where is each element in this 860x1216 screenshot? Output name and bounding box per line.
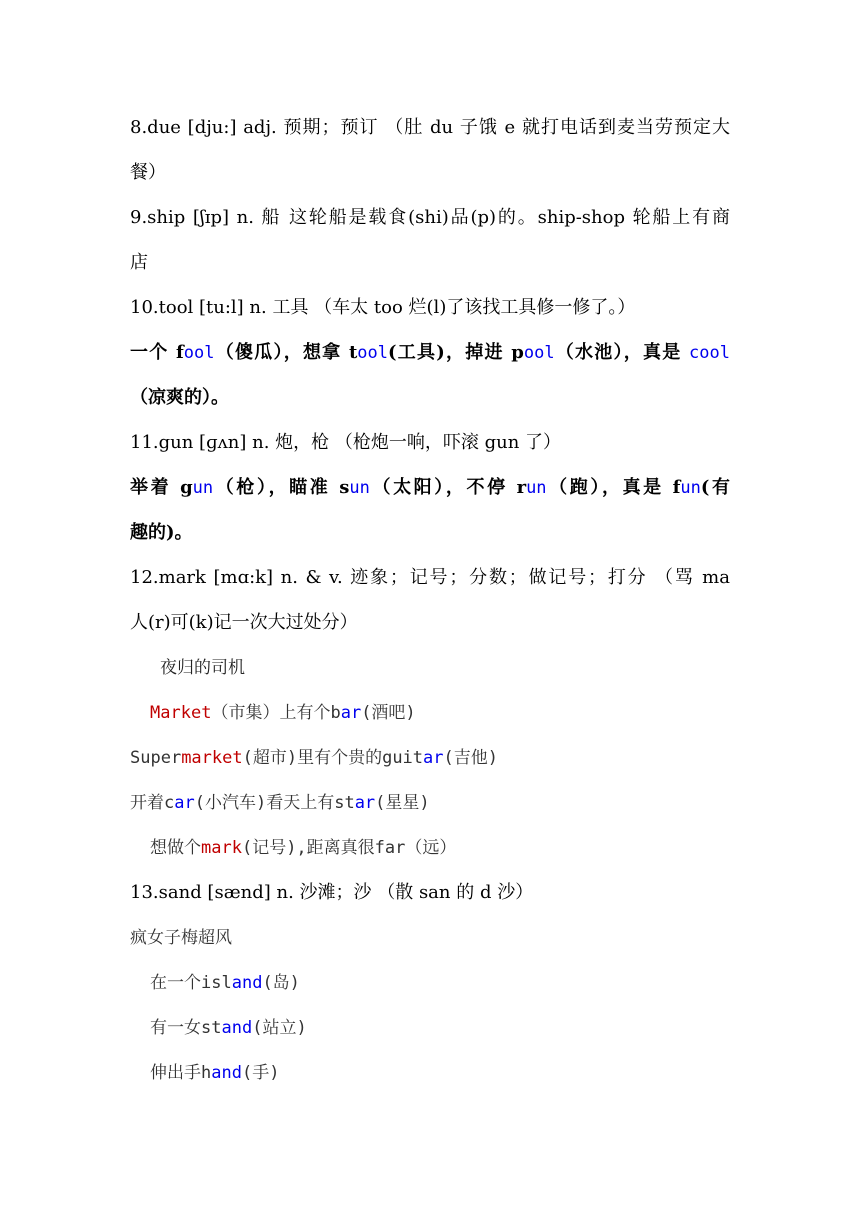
entry-ship-line1: 9.ship [ʃɪp] n. 船 这轮船是载食(shi)品(p)的。ship-shop 轮船上有商 xyxy=(130,207,730,228)
poem-text: (站立) xyxy=(252,1018,307,1038)
poem-highlight: and xyxy=(231,973,263,993)
entry-mark-line1: 12.mark [mɑ:k] n. & v. 迹象；记号；分数；做记号；打分 （骂 ma xyxy=(130,567,730,588)
poem-text: (超市)里有个贵的guit xyxy=(242,748,424,768)
entry-mark-line2: 人(r)可(k)记一次大过处分） xyxy=(130,612,358,633)
poem-text: （市集）上有个b xyxy=(211,703,341,723)
entry-ship-line2: 店 xyxy=(130,252,148,273)
poem-text: (记号),距离真很far（远） xyxy=(241,838,457,858)
rhyme-text: （水池），真是 xyxy=(554,342,690,363)
rhyme-text: （傻瓜），想拿 t xyxy=(214,342,358,363)
poem-text: 在一个isl xyxy=(150,973,232,993)
mark-poem-line4 xyxy=(150,836,750,860)
poem-highlight: and xyxy=(221,1018,253,1038)
sand-poem-title: 疯女子梅超风 xyxy=(130,928,232,948)
poem-highlight: and xyxy=(211,1063,242,1083)
rhyme-text: （太阳），不停 r xyxy=(369,477,527,498)
poem-highlight: ar xyxy=(354,793,376,813)
poem-highlight: et xyxy=(190,703,212,723)
poem-highlight: mark xyxy=(201,838,242,858)
sand-poem-line3 xyxy=(150,1061,750,1085)
entry-sand-line1: 13.sand [sænd] n. 沙滩；沙 （散 san 的 d 沙） xyxy=(130,882,534,903)
mark-poem-line3 xyxy=(130,791,730,815)
poem-highlight: M xyxy=(150,703,161,723)
gun-rhyme-line1 xyxy=(130,476,730,500)
poem-text: (吉他) xyxy=(443,748,498,768)
gun-rhyme-line2: 趣的)。 xyxy=(130,522,193,543)
rhyme-highlight: un xyxy=(192,478,214,498)
poem-text: (星星) xyxy=(375,793,430,813)
poem-text: 开着c xyxy=(130,793,175,813)
entry-tool-line1: 10.tool [tu:l] n. 工具 （车太 too 烂(l)了该找工具修一修了。） xyxy=(130,297,636,318)
rhyme-highlight: ool xyxy=(523,343,555,363)
mark-poem-line1 xyxy=(150,701,750,725)
entry-gun-line1: 11.gun [ɡʌn] n. 炮，枪 （枪炮一响，吓滚 gun 了） xyxy=(130,432,562,453)
tool-rhyme-line1 xyxy=(130,341,730,365)
rhyme-text: 举着 g xyxy=(130,477,193,498)
rhyme-highlight: cool xyxy=(689,343,730,363)
rhyme-highlight: un xyxy=(526,478,547,498)
poem-highlight: ar xyxy=(423,748,444,768)
rhyme-highlight: un xyxy=(349,478,370,498)
entry-due-line1: 8.due [dju:] adj. 预期；预订 （肚 du 子饿 e 就打电话到麦当劳预定大 xyxy=(130,117,730,138)
sand-poem-line1 xyxy=(150,971,750,995)
rhyme-highlight: ool xyxy=(183,343,215,363)
poem-text: (手) xyxy=(241,1063,280,1083)
entry-due-line2: 餐） xyxy=(130,162,166,183)
mark-poem-title: 夜归的司机 xyxy=(160,658,245,678)
poem-highlight: ar xyxy=(340,703,362,723)
poem-text: Super xyxy=(130,748,182,768)
poem-highlight: market xyxy=(181,748,243,768)
rhyme-highlight: un xyxy=(680,478,701,498)
poem-highlight: ar xyxy=(174,793,195,813)
poem-text: 伸出手h xyxy=(150,1063,212,1083)
rhyme-text: (工具)，掉进 p xyxy=(387,342,524,363)
poem-text: (小汽车)看天上有st xyxy=(194,793,355,813)
poem-text: 有一女st xyxy=(150,1018,222,1038)
poem-text: (酒吧) xyxy=(361,703,416,723)
poem-highlight: ark xyxy=(160,703,191,723)
poem-text: (岛) xyxy=(262,973,300,993)
rhyme-text: (有 xyxy=(700,477,730,498)
sand-poem-line2 xyxy=(150,1016,750,1040)
rhyme-highlight: ool xyxy=(357,343,388,363)
tool-rhyme-line2: （凉爽的）。 xyxy=(130,387,229,408)
rhyme-text: 一个 f xyxy=(130,342,184,363)
rhyme-text: （跑），真是 f xyxy=(546,477,681,498)
rhyme-text: （枪），瞄准 s xyxy=(213,477,350,498)
mark-poem-line2 xyxy=(130,746,730,770)
poem-text: 想做个 xyxy=(150,838,201,858)
